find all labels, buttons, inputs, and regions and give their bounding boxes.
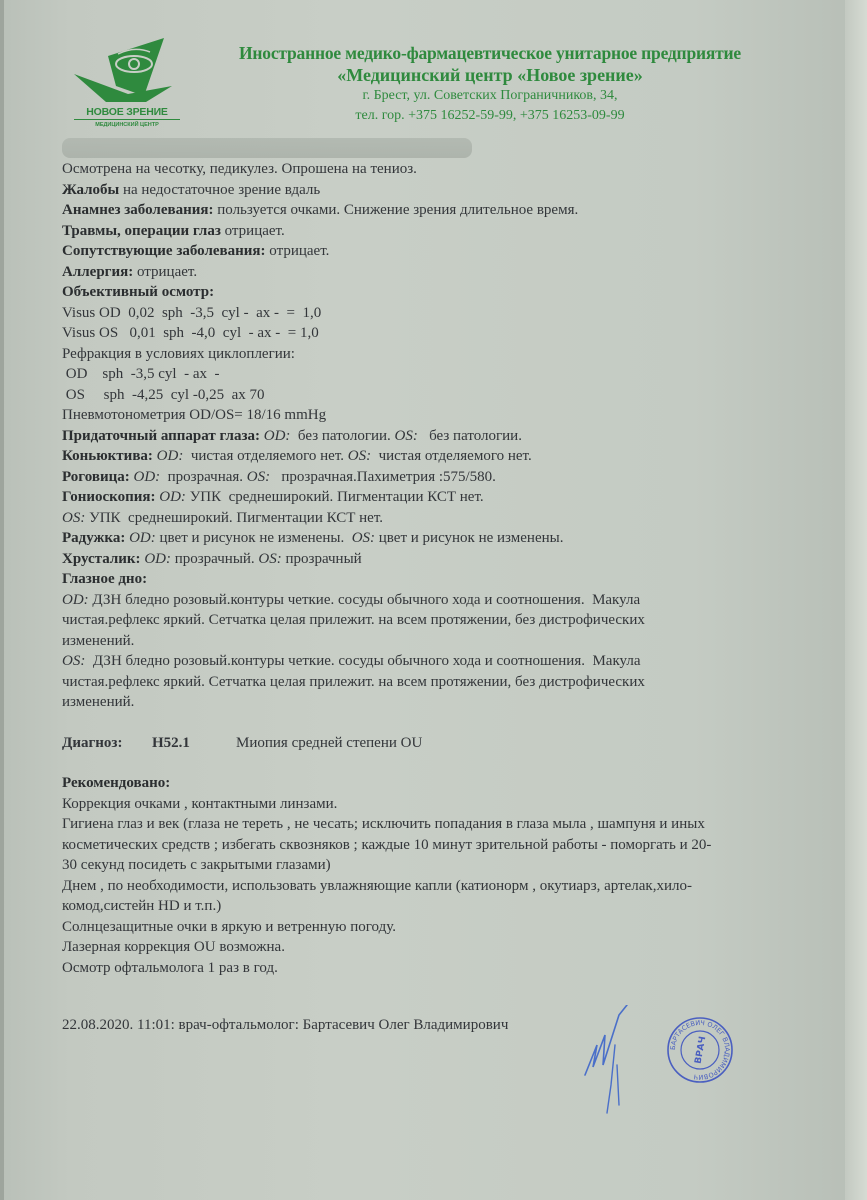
recommendation-line: Лазерная коррекция OU возможна. <box>62 939 285 955</box>
screening: Осмотрена на чесотку, педикулез. Опрошена на тениоз. <box>62 161 417 177</box>
fundus-os-line1 <box>62 651 822 672</box>
svg-text:БАРТАСЕВИЧ ОЛЕГ ВЛАДИМИРОВИЧ: БАРТАСЕВИЧ ОЛЕГ ВЛАДИМИРОВИЧ <box>668 1018 732 1082</box>
od-label: OD: <box>156 448 184 464</box>
od-value: без патологии. <box>290 427 395 444</box>
recommendation-line: 30 секунд посидеть с закрытыми глазами) <box>62 857 331 873</box>
anamnesis <box>62 200 822 221</box>
value: ДЗН бледно розовый.контуры четкие. сосуды обычного хода и соотношения. Макула <box>85 653 641 669</box>
os-label: OS: <box>258 550 282 567</box>
ship-eye-logo-icon <box>72 34 182 106</box>
fundus-od-line2: чистая.рефлекс яркий. Сетчатка целая прилежит. на всем протяжении, без дистрофических <box>62 612 645 628</box>
fundus-od-line3: изменений. <box>62 632 135 649</box>
lens <box>62 549 822 570</box>
fundus-heading: Глазное дно: <box>62 571 148 587</box>
doctor-stamp-icon <box>665 1015 735 1085</box>
logo-subtitle: МЕДИЦИНСКИЙ ЦЕНТР <box>95 122 159 128</box>
gonioscopy-od <box>62 487 822 508</box>
od-value: УПК среднеширокий. Пигментации КСТ нет. <box>185 489 484 505</box>
refraction-od: OD sph -3,5 cyl - ax - <box>62 366 220 382</box>
trauma <box>62 221 822 242</box>
organization-info <box>180 42 800 126</box>
fundus-od-line1 <box>62 590 822 611</box>
diagnosis-code: H52.1 <box>152 734 190 751</box>
redacted-patient-info <box>62 138 472 158</box>
org-phones: тел. гор. +375 16252-59-99, +375 16253-09-99 <box>355 108 625 123</box>
recommendation-line: Гигиена глаз и век (глаза не тереть , не чесать; исключить попадания в глаза мыла , шампуня и иных <box>62 816 705 832</box>
signature-line: 22.08.2020. 11:01: врач-офтальмолог: Бартасевич Олег Владимирович <box>62 1017 509 1033</box>
od-value: прозрачная. <box>160 468 247 485</box>
diagnosis-label: Диагноз: <box>62 734 123 751</box>
page-edge <box>0 0 4 1200</box>
label: Коньюктива: <box>62 448 153 464</box>
od-value: цвет и рисунок не изменены. <box>155 530 352 546</box>
os-label: OS: <box>246 468 271 485</box>
diagnosis <box>62 733 822 754</box>
os-value: без патологии. <box>417 427 522 444</box>
complaints <box>62 180 822 201</box>
org-brand: «Медицинский центр «Новое зрение» <box>337 65 643 85</box>
org-name: Иностранное медико-фармацевтическое унитарное предприятие <box>239 43 741 63</box>
od-label: OD: <box>159 489 186 505</box>
value: пользуется очками. Снижение зрения длительное время. <box>213 202 579 218</box>
os-label: OS: <box>62 509 86 526</box>
refraction-os: OS sph -4,25 cyl -0,25 ax 70 <box>62 386 265 403</box>
gonioscopy-os <box>62 508 822 529</box>
recommendations-heading: Рекомендовано: <box>62 775 171 791</box>
logo-title: НОВОЕ ЗРЕНИЕ <box>74 106 180 120</box>
handwritten-signature-icon <box>575 1005 650 1115</box>
od-label: OD: <box>133 468 161 485</box>
recommendation-line: Коррекция очками , контактными линзами. <box>62 795 338 812</box>
od-label: OD: <box>263 427 291 444</box>
label: Придаточный аппарат глаза: <box>62 427 260 444</box>
value: отрицает. <box>220 222 285 239</box>
letterhead <box>60 30 800 130</box>
os-value: УПК среднеширокий. Пигментации КСТ нет. <box>85 509 384 526</box>
recommendation-line: Днем , по необходимости, использовать увлажняющие капли (катионорм , окутиарз, артелак,хило- <box>62 877 692 894</box>
recommendation-line: косметических средств ; избегать сквозняков ; каждые 10 минут зрительной работы - поморгать и 20- <box>62 836 712 853</box>
label: Жалобы <box>62 181 120 198</box>
recommendation-line: комод,систейн HD и т.п.) <box>62 898 222 914</box>
label: Аллергия: <box>62 263 134 280</box>
label: Хрусталик: <box>62 550 141 567</box>
os-label: OS: <box>351 530 376 546</box>
refraction-heading: Рефракция в условиях циклоплегии: <box>62 345 295 362</box>
os-value: прозрачный <box>281 550 362 567</box>
recommendation-line: Солнцезащитные очки в яркую и ветренную погоду. <box>62 918 396 935</box>
adnexa <box>62 426 822 447</box>
os-value: прозрачная.Пахиметрия :575/580. <box>270 468 496 485</box>
label: Радужка: <box>62 530 126 546</box>
value: ДЗН бледно розовый.контуры четкие. сосуды обычного хода и соотношения. Макула <box>88 591 641 608</box>
diagnosis-text: Миопия средней степени OU <box>236 734 423 751</box>
fundus-os-line2: чистая.рефлекс яркий. Сетчатка целая прилежит. на всем протяжении, без дистрофических <box>62 673 645 690</box>
os-value: чистая отделяемого нет. <box>371 448 532 464</box>
comorbidities <box>62 241 822 262</box>
objective-exam-heading: Объективный осмотр: <box>62 284 215 300</box>
od-value: прозрачный. <box>170 550 259 567</box>
visus-os: Visus OS 0,01 sph -4,0 cyl - ax - = 1,0 <box>62 325 319 341</box>
visus-od: Visus OD 0,02 sph -3,5 cyl - ax - = 1,0 <box>62 304 322 321</box>
allergy <box>62 262 822 283</box>
tonometry: Пневмотонометрия OD/OS= 18/16 mmHg <box>62 407 327 423</box>
label: Анамнез заболевания: <box>62 202 214 218</box>
os-label: OS: <box>347 448 372 464</box>
label: Роговица: <box>62 468 130 485</box>
od-label: OD: <box>144 550 171 567</box>
od-value: чистая отделяемого нет. <box>183 448 348 464</box>
page-edge <box>845 0 867 1200</box>
cornea <box>62 467 822 488</box>
value: на недостаточное зрение вдаль <box>119 181 321 198</box>
od-label: OD: <box>62 591 89 608</box>
conjunctiva <box>62 446 822 467</box>
fundus-os-line3: изменений. <box>62 694 135 710</box>
os-value: цвет и рисунок не изменены. <box>375 530 564 546</box>
clinic-logo <box>72 34 182 129</box>
label: Гониоскопия: <box>62 489 156 505</box>
os-label: OS: <box>62 653 86 669</box>
od-label: OD: <box>129 530 156 546</box>
label: Травмы, операции глаз <box>62 222 221 239</box>
value: отрицает. <box>265 243 330 259</box>
value: отрицает. <box>133 263 198 280</box>
iris <box>62 528 822 549</box>
label: Сопутствующие заболевания: <box>62 243 266 259</box>
org-address: г. Брест, ул. Советских Пограничников, 34, <box>362 88 618 103</box>
recommendation-line: Осмотр офтальмолога 1 раз в год. <box>62 959 278 976</box>
exam-record <box>62 159 822 978</box>
svg-text:ВРАЧ: ВРАЧ <box>693 1035 709 1065</box>
os-label: OS: <box>394 427 418 444</box>
